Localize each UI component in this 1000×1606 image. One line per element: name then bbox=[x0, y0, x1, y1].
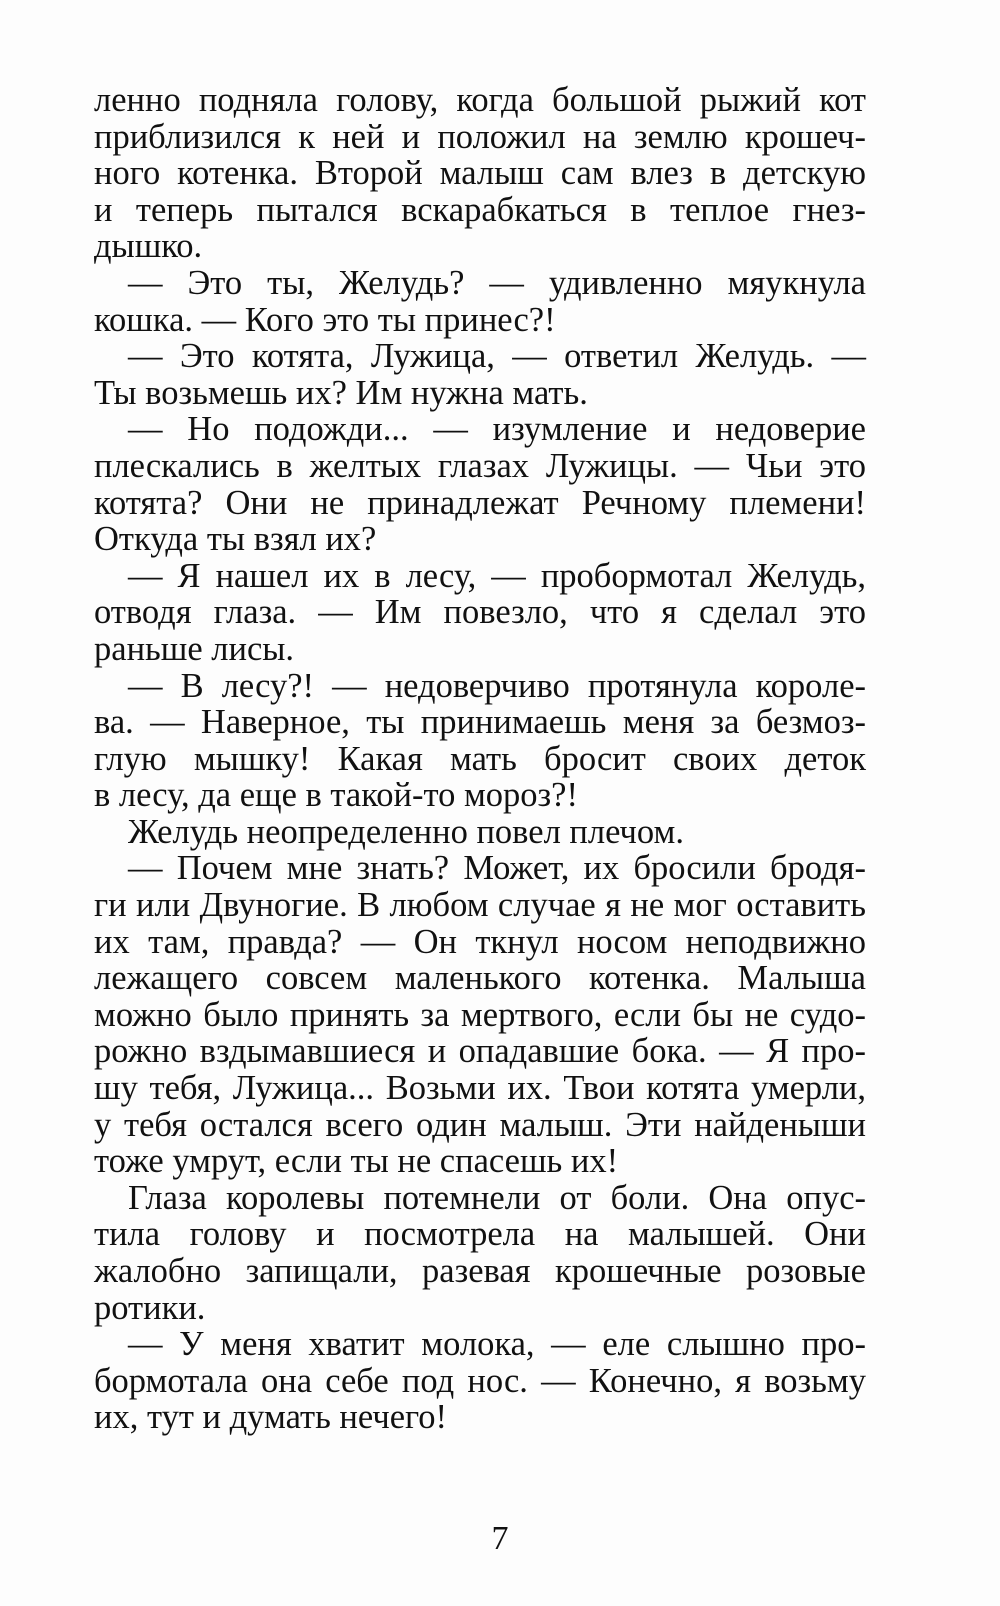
text-line: приблизился к ней и положил на землю крошеч- bbox=[94, 117, 866, 156]
text-line: у тебя остался всего один малыш. Эти найденыши bbox=[94, 1105, 866, 1144]
text-line: дышко. bbox=[94, 227, 203, 266]
text-line: — Это котята, Лужица, — ответил Желудь. — bbox=[128, 337, 866, 376]
text-line: Глаза королевы потемнели от боли. Она опус- bbox=[128, 1178, 866, 1217]
text-line: и теперь пытался вскарабкаться в теплое гнез- bbox=[94, 190, 866, 229]
page-number: 7 bbox=[491, 1520, 509, 1557]
text-line: ротики. bbox=[94, 1288, 206, 1327]
text-line: можно было принять за мертвого, если бы не судо- bbox=[94, 995, 866, 1034]
text-line: — У меня хватит молока, — еле слышно про- bbox=[128, 1325, 866, 1364]
text-line: жалобно запищали, разевая крошечные розовые bbox=[94, 1252, 866, 1290]
text-line: тоже умрут, если ты не спасешь их! bbox=[94, 1142, 619, 1181]
text-line: ги или Двуногие. В любом случае я не мог оставить bbox=[94, 886, 866, 925]
text-line: глую мышку! Какая мать бросит своих деток bbox=[94, 739, 866, 778]
text-line: кошка. — Кого это ты принес?! bbox=[94, 300, 556, 339]
text-line: ва. — Наверное, ты принимаешь меня за безмоз- bbox=[94, 703, 866, 742]
text-line: — Почем мне знать? Может, их бросили бродя- bbox=[128, 849, 866, 888]
text-line: рожно вздымавшиеся и опадавшие бока. — Я про- bbox=[94, 1032, 866, 1071]
text-line: котята? Они не принадлежат Речному племени! bbox=[94, 483, 866, 522]
text-line: ленно подняла голову, когда большой рыжий кот bbox=[94, 81, 866, 119]
text-line: их, тут и думать нечего! bbox=[94, 1398, 448, 1437]
text-line: Ты возьмешь их? Им нужна мать. bbox=[94, 373, 588, 412]
text-line: — Но подожди... — изумление и недоверие bbox=[128, 410, 866, 449]
text-line: шу тебя, Лужица... Возьми их. Твои котята умерли, bbox=[94, 1069, 866, 1108]
text-line: Откуда ты взял их? bbox=[94, 520, 377, 559]
text-line: Желудь неопределенно повел плечом. bbox=[128, 812, 684, 851]
text-line: бормотала она себе под нос. — Конечно, я возьму bbox=[94, 1361, 866, 1400]
text-line: раньше лисы. bbox=[94, 629, 295, 668]
text-line: лежащего совсем маленького котенка. Малыша bbox=[94, 959, 866, 998]
text-line: ного котенка. Второй малыш сам влез в детскую bbox=[94, 154, 866, 193]
text-line: их там, правда? — Он ткнул носом неподвижно bbox=[94, 922, 866, 961]
text-line: отводя глаза. — Им повезло, что я сделал это bbox=[94, 593, 866, 632]
text-line: — В лесу?! — недоверчиво протянула короле- bbox=[128, 666, 866, 705]
text-line: — Я нашел их в лесу, — пробормотал Желудь, bbox=[128, 556, 866, 595]
body-text bbox=[94, 82, 866, 1436]
text-line: — Это ты, Желудь? — удивленно мяукнула bbox=[128, 263, 866, 302]
text-line: в лесу, да еще в такой-то мороз?! bbox=[94, 776, 578, 815]
text-line: тила голову и посмотрела на малышей. Они bbox=[94, 1215, 866, 1254]
text-line: плескались в желтых глазах Лужицы. — Чьи это bbox=[94, 446, 866, 485]
